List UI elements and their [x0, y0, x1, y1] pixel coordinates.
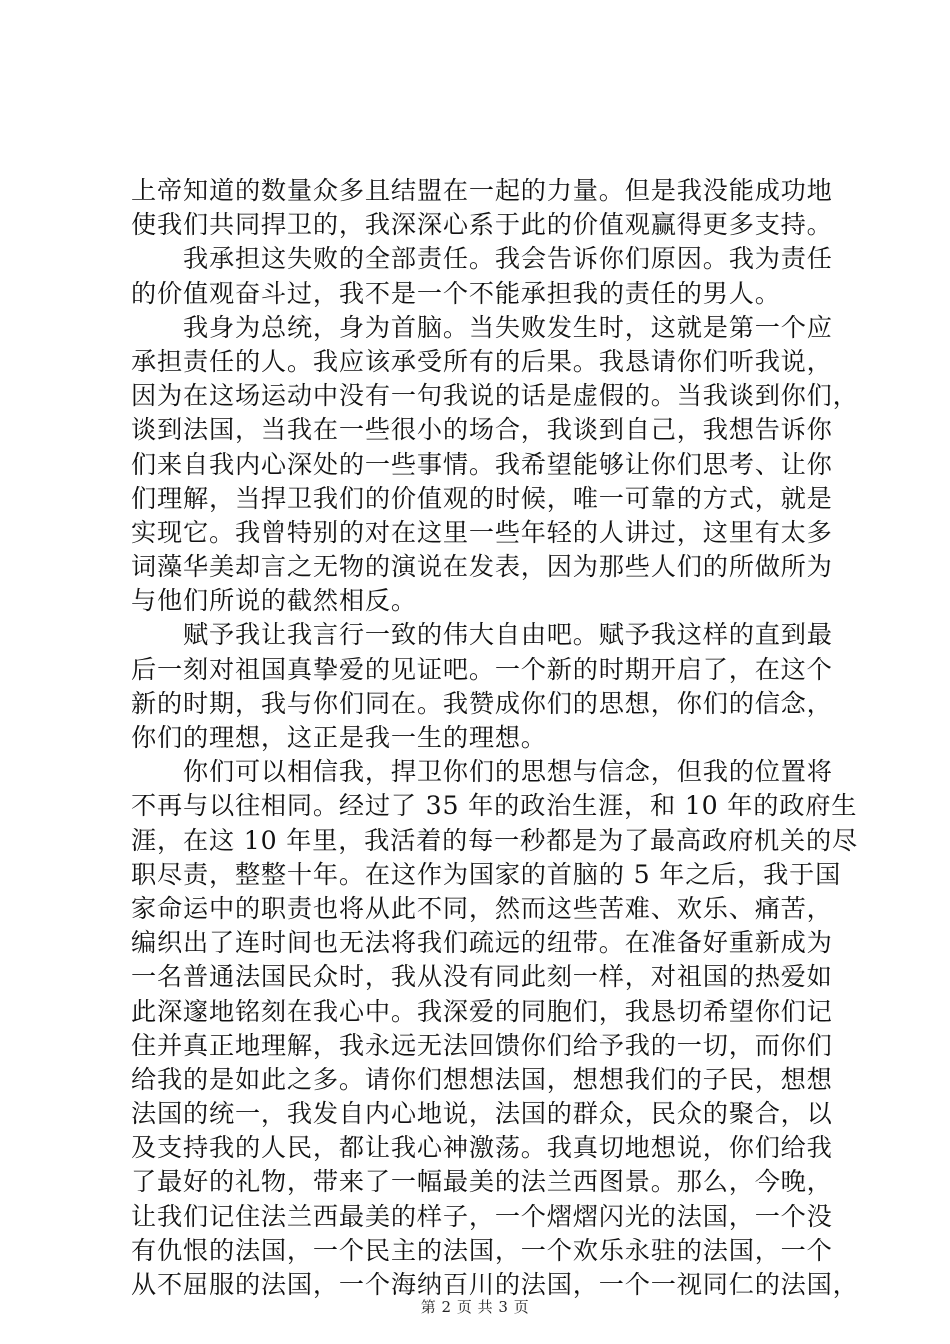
paragraph-first-line: 你们可以相信我，捍卫你们的思想与信念，但我的位置将	[183, 757, 833, 787]
text-line: 们理解，当捍卫我们的价值观的时候，唯一可靠的方式，就是	[131, 483, 833, 513]
text-line: 因为在这场运动中没有一句我说的话是虚假的。当我谈到你们，	[131, 381, 859, 411]
text-line: 住并真正地理解，我永远无法回馈你们给予我的一切，而你们	[131, 1030, 833, 1060]
text-line: 实现它。我曾特别的对在这里一些年轻的人讲过，这里有太多	[131, 517, 833, 547]
text-line: 编织出了连时间也无法将我们疏远的纽带。在准备好重新成为	[131, 928, 833, 958]
text-line: 承担责任的人。我应该承受所有的后果。我恳请你们听我说，	[131, 346, 833, 376]
paragraph-first-line: 赋予我让我言行一致的伟大自由吧。赋予我这样的直到最	[183, 620, 833, 650]
page-footer: 第 2 页 共 3 页	[420, 1298, 530, 1316]
text-line: 涯，在这 10 年里，我活着的每一秒都是为了最高政府机关的尽	[131, 825, 858, 855]
text-line: 有仇恨的法国，一个民主的法国，一个欢乐永驻的法国，一个	[131, 1235, 833, 1265]
text-line: 此深邃地铭刻在我心中。我深爱的同胞们，我恳切希望你们记	[131, 996, 833, 1026]
text-line: 及支持我的人民，都让我心神激荡。我真切地想说，你们给我	[131, 1133, 833, 1163]
text-line: 从不屈服的法国，一个海纳百川的法国，一个一视同仁的法国，	[131, 1270, 859, 1299]
body-text	[131, 174, 859, 1302]
text-line: 法国的统一，我发自内心地说，法国的群众，民众的聚合，以	[131, 1099, 833, 1129]
text-line: 给我的是如此之多。请你们想想法国，想想我们的子民，想想	[131, 1064, 833, 1094]
text-line: 词藻华美却言之无物的演说在发表，因为那些人们的所做所为	[131, 552, 833, 582]
text-line: 们来自我内心深处的一些事情。我希望能够让你们思考、让你	[131, 449, 833, 479]
text-line: 家命运中的职责也将从此不同，然而这些苦难、欢乐、痛苦，	[131, 893, 833, 923]
text-line: 了最好的礼物，带来了一幅最美的法兰西图景。那么，今晚，	[131, 1167, 833, 1197]
text-line: 与他们所说的截然相反。	[131, 586, 417, 616]
text-line: 上帝知道的数量众多且结盟在一起的力量。但是我没能成功地	[131, 176, 833, 205]
text-line: 的价值观奋斗过，我不是一个不能承担我的责任的男人。	[131, 278, 781, 308]
text-line: 职尽责，整整十年。在这作为国家的首脑的 5 年之后，我于国	[131, 859, 842, 889]
text-line: 不再与以往相同。经过了 35 年的政治生涯，和 10 年的政府生	[131, 791, 858, 821]
paragraph-first-line: 我承担这失败的全部责任。我会告诉你们原因。我为责任	[183, 244, 833, 274]
text-line: 一名普通法国民众时，我从没有同此刻一样，对祖国的热爱如	[131, 962, 833, 992]
text-line: 后一刻对祖国真挚爱的见证吧。一个新的时期开启了，在这个	[131, 654, 833, 684]
text-line: 谈到法国，当我在一些很小的场合，我谈到自己，我想告诉你	[131, 415, 833, 445]
text-line: 让我们记住法兰西最美的样子，一个熠熠闪光的法国，一个没	[131, 1201, 833, 1231]
paragraph-first-line: 我身为总统，身为首脑。当失败发生时，这就是第一个应	[183, 312, 833, 342]
text-line: 使我们共同捍卫的，我深深心系于此的价值观赢得更多支持。	[131, 210, 833, 240]
text-line: 你们的理想，这正是我一生的理想。	[131, 723, 547, 752]
text-line: 新的时期，我与你们同在。我赞成你们的思想，你们的信念，	[131, 688, 833, 718]
